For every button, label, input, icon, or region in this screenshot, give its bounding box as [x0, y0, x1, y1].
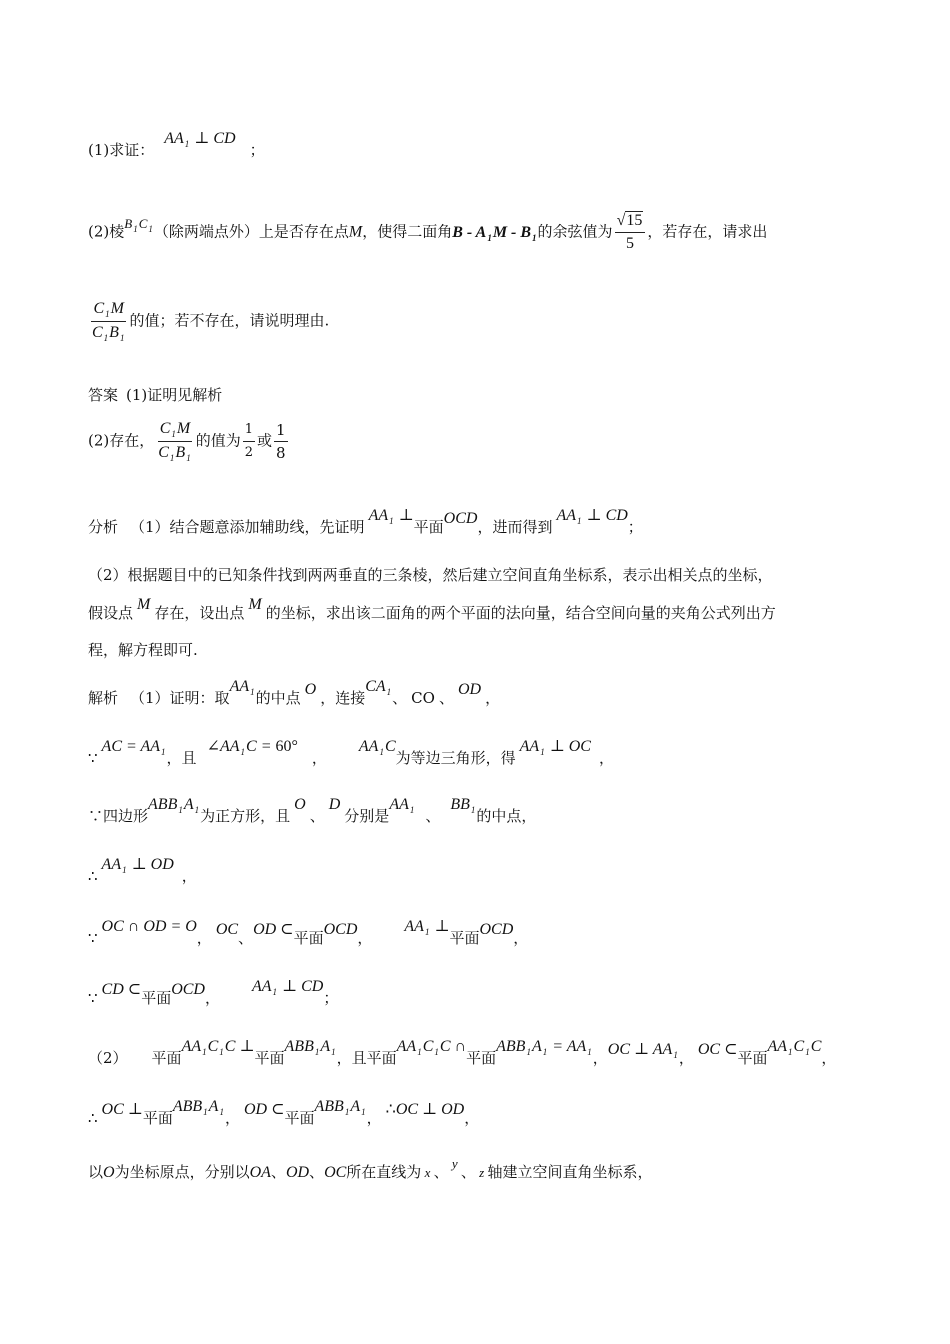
q2-text2: ，使得二面角: [362, 222, 453, 241]
answer-line-2: [88, 420, 290, 463]
q2-text1: （除两端点外）上是否存在点: [153, 222, 349, 241]
question-part-2-cont: [88, 300, 329, 343]
answer-line-1: [88, 385, 222, 405]
answer-part1: (1)证明见解析: [126, 386, 223, 404]
solution-label: 解析: [88, 689, 119, 707]
answer-label: 答案: [88, 386, 119, 404]
answer-eighth: $\frac{1}{8}$: [276, 421, 286, 462]
solution-line-5: ∵OC ∩ OD = O， OC、OD ⊂平面OCD，$AA_1$ ⊥平面OCD，: [88, 918, 529, 947]
answer-part2-mid: 的值为: [195, 431, 241, 450]
answer-ratio: $\frac{C_1M}{C_1B_1}$: [158, 420, 191, 463]
question-part-1: (1)求证：$AA_1$ ⊥ CD；: [88, 130, 265, 159]
q2-text4: ，若存在，请求出: [647, 222, 768, 241]
solution-line-4: $\therefore AA_1$ ⊥ OD，: [88, 856, 197, 885]
ratio-fraction: $\frac{C_1M}{C_1B_1}$: [92, 300, 125, 343]
answer-part2-prefix: (2)存在，: [88, 431, 155, 450]
q1-label: (1)求证：: [88, 141, 155, 159]
answer-or: 或: [257, 431, 273, 450]
solution-line-2: ∵AC = $AA_1$，且$\angle AA_1C = 60^\circ$，$AA_1C$为等边三角形，得$AA_1$ ⊥ OC，: [88, 738, 614, 767]
analysis-label: 分析: [88, 518, 119, 536]
solution-line-1: 解析 （1）证明：取$AA_1$的中点 O ，连接$CA_1$、 CO 、 OD ，: [88, 678, 501, 707]
q2-label: (2)棱: [88, 222, 125, 241]
question-part-2: (2)棱$B_1C_1$（除两端点外）上是否存在点M，使得二面角B - $A_1M - B_1$的余弦值为 $\frac{√15}{5}$ ，若存在，请求出: [88, 212, 768, 252]
cos-fraction: $\frac{√15}{5}$: [615, 212, 646, 253]
solution-line-6: ∵ CD ⊂平面OCD，$AA_1$ ⊥ CD；: [88, 978, 339, 1007]
analysis-line-2: （2）根据题目中的已知条件找到两两垂直的三条棱，然后建立空间直角坐标系，表示出相关点的坐标，: [88, 566, 773, 584]
solution-line-7: （2） 平面$AA_1C_1C$ ⊥平面$ABB_1A_1$，且平面$AA_1C_1C$ ∩平面$ABB_1A_1 = AA_1$，OC ⊥ $AA_1$， OC ⊂平面$AA_1C_1C$，: [88, 1038, 837, 1067]
solution-line-3: ∵四边形$ABB_1A_1$为正方形，且 O 、 D 分别是$AA_1$ 、$BB_1$的中点，: [88, 796, 537, 825]
analysis-line-4: 程，解方程即可.: [88, 641, 198, 659]
q2-text5: 的值；若不存在，请说明理由.: [129, 311, 330, 330]
solution-line-9: 以O为坐标原点，分别以OA、OD、OC所在直线为 x 、 y 、 z 轴建立空间直角坐标系，: [88, 1156, 653, 1181]
answer-half: $\frac{1}{2}$: [244, 422, 253, 460]
q1-end: ；: [249, 141, 265, 159]
analysis-line-1: 分析 （1）结合题意添加辅助线，先证明$AA_1$ ⊥平面OCD，进而得到$AA_1$ ⊥ CD；: [88, 507, 643, 536]
analysis-line-3: 假设点 M 存在，设出点 M 的坐标，求出该二面角的两个平面的法向量，结合空间向量的夹角公式列出方: [88, 596, 776, 622]
solution-line-8: ∴ OC ⊥平面$ABB_1A_1$， OD ⊂平面$ABB_1A_1$， ∴OC ⊥ OD，: [88, 1098, 480, 1127]
q2-text3: 的余弦值为: [537, 222, 613, 241]
